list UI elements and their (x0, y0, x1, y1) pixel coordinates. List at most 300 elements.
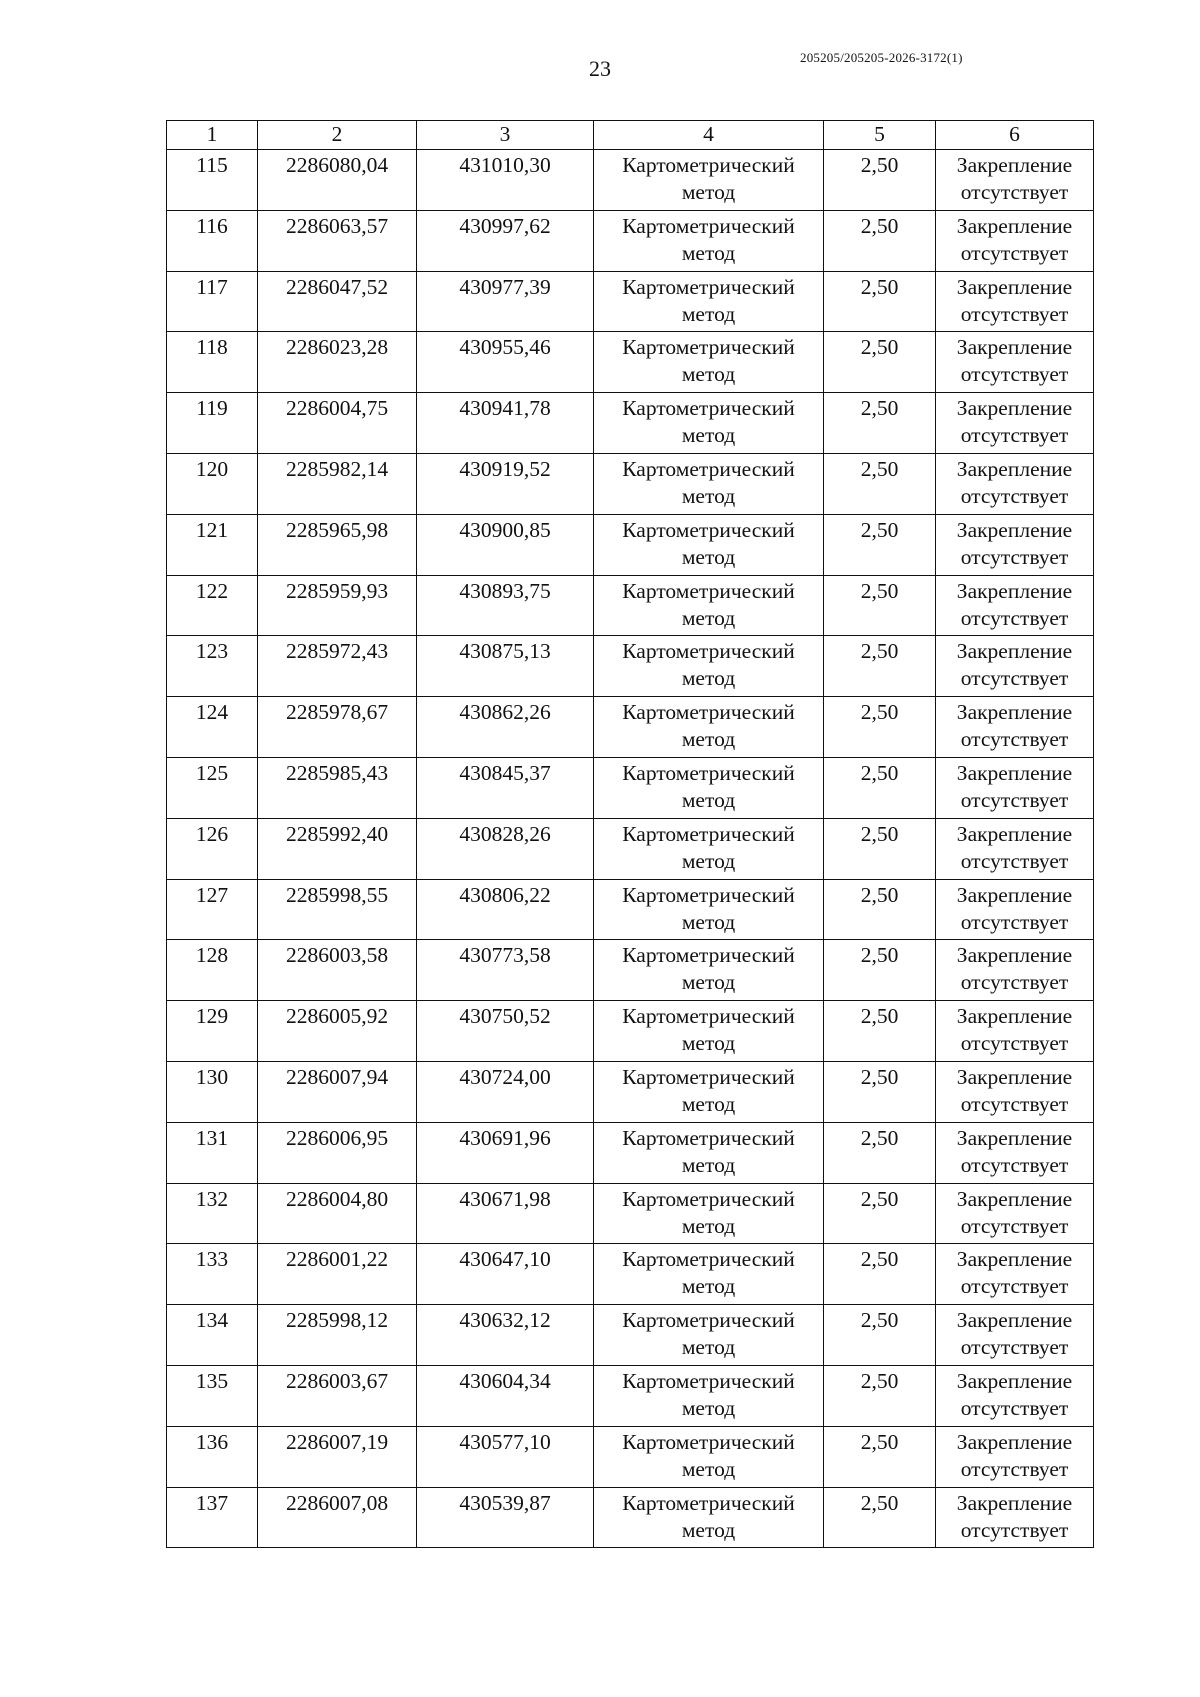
y-coordinate-cell (417, 393, 594, 454)
accuracy-cell (824, 879, 936, 940)
x-coordinate-cell-text: 2285965,98 (285, 517, 389, 542)
fixing-cell-text: Закрепление отсутствует (956, 1368, 1073, 1420)
x-coordinate-cell-text: 2286001,22 (285, 1247, 389, 1272)
point-number-cell-text: 126 (195, 821, 229, 846)
point-number-cell-text: 133 (195, 1247, 229, 1272)
fixing-cell (936, 453, 1094, 514)
y-coordinate-cell (417, 1487, 594, 1548)
table-row (167, 514, 1094, 575)
x-coordinate-cell-text: 2286007,19 (285, 1429, 389, 1454)
accuracy-cell (824, 514, 936, 575)
method-cell-text: Картометрический метод (622, 517, 795, 569)
fixing-cell (936, 210, 1094, 271)
accuracy-cell (824, 940, 936, 1001)
x-coordinate-cell-text: 2285998,55 (285, 882, 389, 907)
table-row (167, 1487, 1094, 1548)
point-number-cell-text: 131 (195, 1125, 229, 1150)
table-row (167, 1305, 1094, 1366)
point-number-cell-text: 121 (195, 517, 229, 542)
y-coordinate-cell-text: 430806,22 (459, 882, 551, 907)
y-coordinate-cell-text: 430539,87 (459, 1490, 551, 1515)
accuracy-cell (824, 1487, 936, 1548)
y-coordinate-cell (417, 757, 594, 818)
point-number-cell-text: 125 (195, 760, 229, 785)
x-coordinate-cell (258, 1426, 417, 1487)
column-header: 5 (824, 121, 936, 150)
method-cell-text: Картометрический метод (622, 1004, 795, 1056)
x-coordinate-cell (258, 1061, 417, 1122)
accuracy-cell-text: 2,50 (860, 639, 899, 664)
fixing-cell (936, 757, 1094, 818)
method-cell (594, 1001, 824, 1062)
point-number-cell (167, 1183, 258, 1244)
method-cell-text: Картометрический метод (622, 1064, 795, 1116)
point-number-cell (167, 1487, 258, 1548)
accuracy-cell (824, 453, 936, 514)
table-row (167, 575, 1094, 636)
fixing-cell (936, 1244, 1094, 1305)
accuracy-cell (824, 1244, 936, 1305)
fixing-cell-text: Закрепление отсутствует (956, 1064, 1073, 1116)
accuracy-cell-text: 2,50 (860, 1247, 899, 1272)
point-number-cell-text: 135 (195, 1368, 229, 1393)
accuracy-cell-text: 2,50 (860, 760, 899, 785)
table-row (167, 636, 1094, 697)
fixing-cell-text: Закрепление отсутствует (956, 1429, 1073, 1481)
fixing-cell-text: Закрепление отсутствует (956, 1308, 1073, 1360)
x-coordinate-cell (258, 514, 417, 575)
method-cell-text: Картометрический метод (622, 1125, 795, 1177)
accuracy-cell (824, 697, 936, 758)
method-cell (594, 1061, 824, 1122)
accuracy-cell (824, 150, 936, 211)
accuracy-cell-text: 2,50 (860, 1429, 899, 1454)
point-number-cell-text: 136 (195, 1429, 229, 1454)
accuracy-cell (824, 818, 936, 879)
x-coordinate-cell (258, 879, 417, 940)
method-cell-text: Картометрический метод (622, 1368, 795, 1420)
x-coordinate-cell-text: 2286004,80 (285, 1186, 389, 1211)
y-coordinate-cell (417, 1365, 594, 1426)
column-header: 2 (258, 121, 417, 150)
table-row (167, 1001, 1094, 1062)
table-row (167, 1122, 1094, 1183)
accuracy-cell (824, 636, 936, 697)
x-coordinate-cell-text: 2286006,95 (285, 1125, 389, 1150)
table-row (167, 332, 1094, 393)
fixing-cell-text: Закрепление отсутствует (956, 274, 1073, 326)
point-number-cell (167, 210, 258, 271)
point-number-cell (167, 332, 258, 393)
x-coordinate-cell-text: 2285959,93 (285, 578, 389, 603)
table-row (167, 818, 1094, 879)
fixing-cell (936, 879, 1094, 940)
accuracy-cell-text: 2,50 (860, 700, 899, 725)
table-header-row (167, 121, 1094, 150)
point-number-cell (167, 879, 258, 940)
fixing-cell-text: Закрепление отсутствует (956, 639, 1073, 691)
y-coordinate-cell (417, 453, 594, 514)
method-cell (594, 1426, 824, 1487)
y-coordinate-cell-text: 430691,96 (459, 1125, 551, 1150)
y-coordinate-cell (417, 940, 594, 1001)
accuracy-cell (824, 757, 936, 818)
method-cell (594, 332, 824, 393)
fixing-cell (936, 1426, 1094, 1487)
x-coordinate-cell (258, 757, 417, 818)
method-cell-text: Картометрический метод (622, 274, 795, 326)
y-coordinate-cell (417, 1061, 594, 1122)
accuracy-cell-text: 2,50 (860, 1308, 899, 1333)
point-number-cell (167, 150, 258, 211)
accuracy-cell (824, 1122, 936, 1183)
x-coordinate-cell (258, 453, 417, 514)
accuracy-cell (824, 1305, 936, 1366)
x-coordinate-cell (258, 636, 417, 697)
point-number-cell (167, 1122, 258, 1183)
table-row (167, 1061, 1094, 1122)
x-coordinate-cell-text: 2285992,40 (285, 821, 389, 846)
x-coordinate-cell (258, 271, 417, 332)
table-row (167, 879, 1094, 940)
y-coordinate-cell-text: 430724,00 (459, 1064, 551, 1089)
method-cell-text: Картометрический метод (622, 1429, 795, 1481)
x-coordinate-cell (258, 150, 417, 211)
accuracy-cell-text: 2,50 (860, 821, 899, 846)
accuracy-cell-text: 2,50 (860, 1064, 899, 1089)
fixing-cell (936, 393, 1094, 454)
point-number-cell-text: 130 (195, 1064, 229, 1089)
y-coordinate-cell-text: 431010,30 (459, 153, 551, 177)
x-coordinate-cell-text: 2286005,92 (285, 1004, 389, 1029)
fixing-cell (936, 940, 1094, 1001)
y-coordinate-cell-text: 430647,10 (459, 1247, 551, 1272)
point-number-cell (167, 636, 258, 697)
table-row (167, 697, 1094, 758)
fixing-cell-text: Закрепление отсутствует (956, 153, 1073, 204)
fixing-cell (936, 575, 1094, 636)
point-number-cell-text: 122 (195, 578, 229, 603)
point-number-cell (167, 1244, 258, 1305)
fixing-cell-text: Закрепление отсутствует (956, 578, 1073, 630)
method-cell-text: Картометрический метод (622, 456, 795, 508)
accuracy-cell-text: 2,50 (860, 213, 899, 238)
fixing-cell (936, 818, 1094, 879)
method-cell-text: Картометрический метод (622, 700, 795, 752)
point-number-cell (167, 453, 258, 514)
y-coordinate-cell (417, 636, 594, 697)
method-cell (594, 1183, 824, 1244)
x-coordinate-cell (258, 1122, 417, 1183)
method-cell (594, 818, 824, 879)
fixing-cell-text: Закрепление отсутствует (956, 396, 1073, 448)
method-cell (594, 879, 824, 940)
x-coordinate-cell-text: 2285982,14 (285, 456, 389, 481)
point-number-cell-text: 132 (195, 1186, 229, 1211)
table-row (167, 453, 1094, 514)
method-cell (594, 1305, 824, 1366)
method-cell-text: Картометрический метод (622, 821, 795, 873)
fixing-cell-text: Закрепление отсутствует (956, 943, 1073, 995)
point-number-cell (167, 271, 258, 332)
y-coordinate-cell-text: 430773,58 (459, 943, 551, 968)
point-number-cell (167, 575, 258, 636)
y-coordinate-cell-text: 430900,85 (459, 517, 551, 542)
accuracy-cell-text: 2,50 (860, 517, 899, 542)
y-coordinate-cell (417, 879, 594, 940)
method-cell (594, 453, 824, 514)
method-cell (594, 636, 824, 697)
y-coordinate-cell (417, 1183, 594, 1244)
fixing-cell (936, 332, 1094, 393)
column-header: 3 (417, 121, 594, 150)
y-coordinate-cell (417, 575, 594, 636)
accuracy-cell (824, 575, 936, 636)
column-header: 1 (167, 121, 258, 150)
accuracy-cell-text: 2,50 (860, 578, 899, 603)
accuracy-cell (824, 1365, 936, 1426)
fixing-cell (936, 1001, 1094, 1062)
accuracy-cell (824, 332, 936, 393)
method-cell-text: Картометрический метод (622, 1186, 795, 1238)
y-coordinate-cell-text: 430828,26 (459, 821, 551, 846)
y-coordinate-cell-text: 430750,52 (459, 1004, 551, 1029)
point-number-cell-text: 134 (195, 1308, 229, 1333)
x-coordinate-cell (258, 393, 417, 454)
accuracy-cell-text: 2,50 (860, 943, 899, 968)
x-coordinate-cell (258, 940, 417, 1001)
y-coordinate-cell (417, 818, 594, 879)
y-coordinate-cell (417, 1122, 594, 1183)
coordinates-table (166, 120, 1094, 1548)
accuracy-cell-text: 2,50 (860, 1490, 899, 1515)
accuracy-cell (824, 1001, 936, 1062)
x-coordinate-cell-text: 2285978,67 (285, 700, 389, 725)
accuracy-cell-text: 2,50 (860, 335, 899, 360)
y-coordinate-cell-text: 430845,37 (459, 760, 551, 785)
x-coordinate-cell (258, 575, 417, 636)
accuracy-cell-text: 2,50 (860, 882, 899, 907)
x-coordinate-cell (258, 1487, 417, 1548)
fixing-cell-text: Закрепление отсутствует (956, 1247, 1073, 1299)
x-coordinate-cell-text: 2285985,43 (285, 760, 389, 785)
point-number-cell (167, 1426, 258, 1487)
x-coordinate-cell-text: 2286080,04 (285, 153, 389, 177)
accuracy-cell (824, 393, 936, 454)
point-number-cell (167, 940, 258, 1001)
method-cell (594, 271, 824, 332)
method-cell-text: Картометрический метод (622, 1308, 795, 1360)
y-coordinate-cell-text: 430577,10 (459, 1429, 551, 1454)
method-cell-text: Картометрический метод (622, 1490, 795, 1542)
x-coordinate-cell (258, 697, 417, 758)
method-cell-text: Картометрический метод (622, 882, 795, 934)
y-coordinate-cell-text: 430941,78 (459, 396, 551, 421)
table-row (167, 1183, 1094, 1244)
x-coordinate-cell (258, 1305, 417, 1366)
point-number-cell (167, 1305, 258, 1366)
accuracy-cell-text: 2,50 (860, 1186, 899, 1211)
method-cell-text: Картометрический метод (622, 578, 795, 630)
fixing-cell-text: Закрепление отсутствует (956, 760, 1073, 812)
method-cell-text: Картометрический метод (622, 335, 795, 387)
point-number-cell-text: 117 (196, 274, 228, 299)
fixing-cell (936, 1061, 1094, 1122)
y-coordinate-cell (417, 150, 594, 211)
x-coordinate-cell (258, 1244, 417, 1305)
method-cell (594, 210, 824, 271)
point-number-cell-text: 123 (195, 639, 229, 664)
y-coordinate-cell (417, 697, 594, 758)
column-header: 6 (936, 121, 1094, 150)
point-number-cell-text: 127 (195, 882, 229, 907)
table-row (167, 393, 1094, 454)
table-row (167, 1365, 1094, 1426)
y-coordinate-cell-text: 430632,12 (459, 1308, 551, 1333)
table-row (167, 210, 1094, 271)
point-number-cell-text: 137 (195, 1490, 229, 1515)
method-cell-text: Картометрический метод (622, 1247, 795, 1299)
x-coordinate-cell-text: 2286063,57 (285, 213, 389, 238)
fixing-cell (936, 1487, 1094, 1548)
point-number-cell (167, 1061, 258, 1122)
y-coordinate-cell-text: 430893,75 (459, 578, 551, 603)
y-coordinate-cell (417, 1001, 594, 1062)
accuracy-cell-text: 2,50 (860, 1368, 899, 1393)
point-number-cell-text: 115 (196, 153, 228, 177)
x-coordinate-cell-text: 2286004,75 (285, 396, 389, 421)
point-number-cell (167, 514, 258, 575)
method-cell (594, 1365, 824, 1426)
accuracy-cell-text: 2,50 (860, 396, 899, 421)
fixing-cell-text: Закрепление отсутствует (956, 882, 1073, 934)
fixing-cell-text: Закрепление отсутствует (956, 821, 1073, 873)
accuracy-cell-text: 2,50 (860, 456, 899, 481)
fixing-cell (936, 150, 1094, 211)
fixing-cell-text: Закрепление отсутствует (956, 1186, 1073, 1238)
fixing-cell-text: Закрепление отсутствует (956, 213, 1073, 265)
x-coordinate-cell-text: 2286047,52 (285, 274, 389, 299)
method-cell-text: Картометрический метод (622, 153, 795, 204)
accuracy-cell-text: 2,50 (860, 153, 899, 177)
fixing-cell (936, 636, 1094, 697)
fixing-cell (936, 271, 1094, 332)
method-cell (594, 697, 824, 758)
x-coordinate-cell-text: 2286003,67 (285, 1368, 389, 1393)
point-number-cell (167, 818, 258, 879)
x-coordinate-cell (258, 332, 417, 393)
y-coordinate-cell (417, 210, 594, 271)
accuracy-cell-text: 2,50 (860, 274, 899, 299)
fixing-cell-text: Закрепление отсутствует (956, 1490, 1073, 1542)
fixing-cell (936, 1183, 1094, 1244)
table-row (167, 1244, 1094, 1305)
y-coordinate-cell-text: 430955,46 (459, 335, 551, 360)
fixing-cell-text: Закрепление отсутствует (956, 700, 1073, 752)
y-coordinate-cell-text: 430875,13 (459, 639, 551, 664)
y-coordinate-cell-text: 430997,62 (459, 213, 551, 238)
method-cell (594, 575, 824, 636)
fixing-cell-text: Закрепление отсутствует (956, 1004, 1073, 1056)
method-cell-text: Картометрический метод (622, 639, 795, 691)
method-cell (594, 940, 824, 1001)
point-number-cell-text: 129 (195, 1004, 229, 1029)
y-coordinate-cell (417, 332, 594, 393)
method-cell-text: Картометрический метод (622, 396, 795, 448)
point-number-cell-text: 120 (195, 456, 229, 481)
table-row (167, 757, 1094, 818)
point-number-cell (167, 1001, 258, 1062)
fixing-cell-text: Закрепление отсутствует (956, 1125, 1073, 1177)
point-number-cell-text: 124 (195, 700, 229, 725)
point-number-cell-text: 118 (196, 335, 228, 360)
x-coordinate-cell-text: 2286007,08 (285, 1490, 389, 1515)
table-row (167, 1426, 1094, 1487)
fixing-cell-text: Закрепление отсутствует (956, 335, 1073, 387)
x-coordinate-cell (258, 1365, 417, 1426)
point-number-cell (167, 757, 258, 818)
method-cell-text: Картометрический метод (622, 213, 795, 265)
x-coordinate-cell (258, 1183, 417, 1244)
y-coordinate-cell-text: 430671,98 (459, 1186, 551, 1211)
y-coordinate-cell (417, 1426, 594, 1487)
table-row (167, 150, 1094, 211)
x-coordinate-cell-text: 2286007,94 (285, 1064, 389, 1089)
y-coordinate-cell (417, 271, 594, 332)
x-coordinate-cell-text: 2286023,28 (285, 335, 389, 360)
x-coordinate-cell-text: 2285972,43 (285, 639, 389, 664)
accuracy-cell (824, 271, 936, 332)
y-coordinate-cell (417, 514, 594, 575)
point-number-cell (167, 1365, 258, 1426)
x-coordinate-cell (258, 210, 417, 271)
accuracy-cell-text: 2,50 (860, 1004, 899, 1029)
table-body (167, 150, 1094, 1548)
method-cell (594, 1487, 824, 1548)
accuracy-cell (824, 1183, 936, 1244)
fixing-cell (936, 1365, 1094, 1426)
method-cell (594, 1122, 824, 1183)
column-header: 4 (594, 121, 824, 150)
method-cell-text: Картометрический метод (622, 943, 795, 995)
document-code: 205205/205205-2026-3172(1) (800, 50, 963, 65)
point-number-cell (167, 393, 258, 454)
fixing-cell (936, 1122, 1094, 1183)
method-cell (594, 150, 824, 211)
x-coordinate-cell-text: 2285998,12 (285, 1308, 389, 1333)
fixing-cell (936, 1305, 1094, 1366)
fixing-cell (936, 697, 1094, 758)
fixing-cell (936, 514, 1094, 575)
y-coordinate-cell-text: 430977,39 (459, 274, 551, 299)
y-coordinate-cell (417, 1244, 594, 1305)
accuracy-cell-text: 2,50 (860, 1125, 899, 1150)
page-number: 23 (589, 56, 611, 81)
y-coordinate-cell-text: 430919,52 (459, 456, 551, 481)
point-number-cell (167, 697, 258, 758)
fixing-cell-text: Закрепление отсутствует (956, 517, 1073, 569)
method-cell (594, 514, 824, 575)
point-number-cell-text: 119 (196, 396, 228, 421)
point-number-cell-text: 128 (195, 943, 229, 968)
fixing-cell-text: Закрепление отсутствует (956, 456, 1073, 508)
method-cell (594, 1244, 824, 1305)
table-row (167, 940, 1094, 1001)
accuracy-cell (824, 210, 936, 271)
point-number-cell-text: 116 (196, 213, 228, 238)
method-cell (594, 393, 824, 454)
table-row (167, 271, 1094, 332)
